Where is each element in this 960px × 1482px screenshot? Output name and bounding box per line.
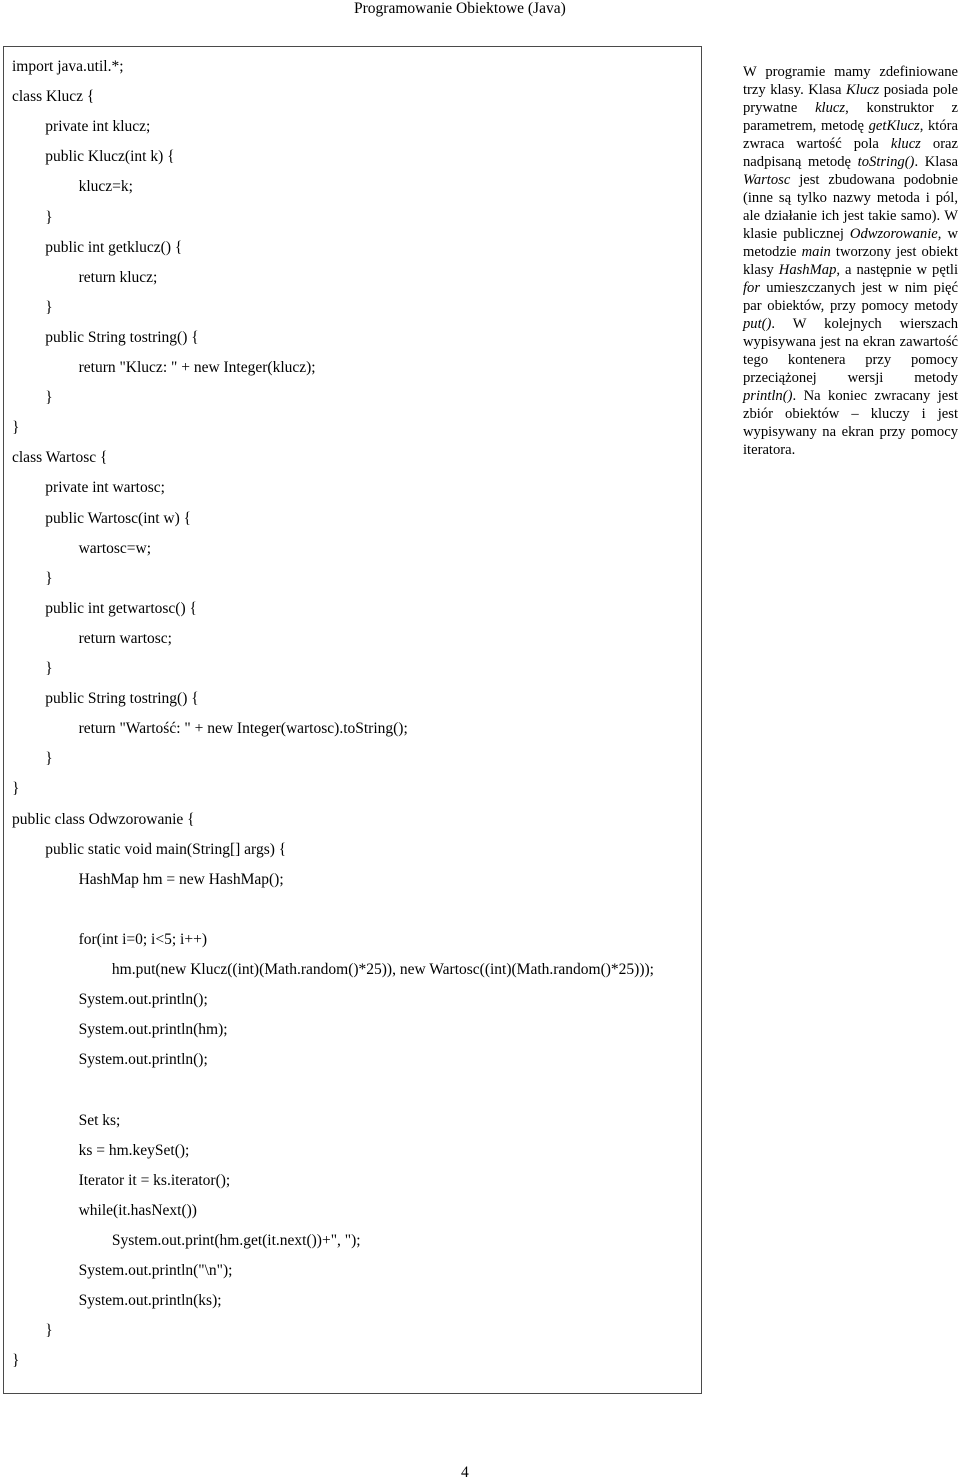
code-line: hm.put(new Klucz((int)(Math.random()*25)), new Wartosc((int)(Math.random()*25))); bbox=[111, 961, 654, 978]
code-line: System.out.println(); bbox=[78, 1051, 208, 1069]
note-text: , konstruktor z parametrem, metodę bbox=[743, 100, 958, 134]
note-text: posiada pole prywatne bbox=[743, 82, 958, 116]
note-text: tworzony jest obiekt klasy bbox=[743, 244, 958, 278]
note-text: W programie mamy zdefiniowane trzy klasy. Klasa bbox=[743, 64, 958, 98]
code-listing bbox=[3, 46, 702, 1394]
code-line: public class Odwzorowanie { bbox=[12, 810, 195, 828]
note-italic-term: main bbox=[801, 244, 831, 260]
code-line: } bbox=[45, 208, 53, 226]
note-italic-term: toString() bbox=[857, 154, 915, 170]
note-italic-term: klucz bbox=[815, 100, 846, 116]
note-text: . W kolejnych wierszach wypisywana jest na ekran zawartość tego kontenera przy pomocy przeciążonej wersji metody bbox=[743, 316, 958, 386]
code-line: System.out.println(ks); bbox=[78, 1292, 222, 1310]
code-line: Set ks; bbox=[78, 1111, 121, 1129]
note-italic-term: Klucz bbox=[845, 82, 880, 98]
note-italic-term: println() bbox=[743, 388, 793, 404]
note-italic-term: klucz bbox=[890, 136, 921, 152]
note-italic-term: getKlucz bbox=[868, 118, 920, 134]
note-text: oraz nadpisaną metodę bbox=[743, 136, 959, 170]
code-line: return wartosc; bbox=[78, 629, 172, 647]
code-line: } bbox=[12, 419, 20, 437]
code-line: ks = hm.keySet(); bbox=[78, 1141, 190, 1159]
code-line: } bbox=[45, 389, 53, 407]
code-line: HashMap hm = new HashMap(); bbox=[78, 870, 284, 888]
code-line: Iterator it = ks.iterator(); bbox=[78, 1171, 231, 1189]
code-line: System.out.println(hm); bbox=[78, 1021, 228, 1039]
note-text: . Na koniec zwracany jest zbiór obiektów – kluczy i jest wypisywany na ekran przy pomocy iteratora. bbox=[743, 388, 958, 458]
code-line: } bbox=[45, 750, 53, 768]
note-italic-term: put() bbox=[743, 316, 772, 332]
code-line: class Wartosc { bbox=[12, 449, 108, 467]
note-text: . Klasa bbox=[914, 154, 958, 170]
code-line: public String tostring() { bbox=[45, 328, 199, 346]
code-line: } bbox=[45, 660, 53, 677]
page-number: 4 bbox=[461, 1464, 469, 1481]
code-line: public Wartosc(int w) { bbox=[45, 509, 192, 527]
note-italic-term: for bbox=[743, 280, 761, 296]
code-line: System.out.println(); bbox=[78, 991, 208, 1009]
code-line: while(it.hasNext()) bbox=[78, 1201, 197, 1219]
code-line: import java.util.*; bbox=[12, 58, 124, 75]
note-text: umieszczanych jest w nim pięć par obiektów, przy pomocy metody bbox=[743, 280, 958, 314]
explanation-paragraph bbox=[743, 63, 958, 459]
code-line: klucz=k; bbox=[78, 178, 133, 196]
code-line: return "Klucz: " + new Integer(klucz); bbox=[78, 359, 316, 376]
code-line: public static void main(String[] args) { bbox=[45, 840, 287, 858]
code-line: System.out.println("\n"); bbox=[78, 1262, 233, 1279]
code-line: public int getwartosc() { bbox=[45, 599, 197, 617]
code-line: return "Wartość: " + new Integer(wartosc).toString(); bbox=[78, 720, 408, 738]
code-line: System.out.print(hm.get(it.next())+", "); bbox=[111, 1231, 361, 1249]
note-italic-term: Odwzorowanie bbox=[849, 226, 938, 242]
code-line: class Klucz { bbox=[12, 88, 95, 106]
code-line: } bbox=[45, 298, 53, 316]
code-line: private int wartosc; bbox=[45, 479, 165, 497]
note-italic-term: Wartosc bbox=[743, 172, 791, 188]
code-line: } bbox=[12, 1352, 20, 1370]
code-line: public String tostring() { bbox=[45, 690, 199, 708]
code-line: wartosc=w; bbox=[78, 539, 152, 557]
code-line: public int getklucz() { bbox=[45, 238, 183, 256]
note-text: jest zbudowana podobnie (inne są tylko nazwy metoda i pól, ale działanie ich jest takie samo). W klasie publicznej bbox=[743, 172, 958, 242]
note-text: , w metodzie bbox=[743, 226, 958, 260]
code-line: private int klucz; bbox=[45, 118, 151, 136]
running-header: Programowanie Obiektowe (Java) bbox=[354, 0, 566, 17]
note-text: , która zwraca wartość pola bbox=[743, 118, 958, 152]
code-line: for(int i=0; i<5; i++) bbox=[78, 930, 207, 948]
code-line: } bbox=[45, 569, 53, 587]
code-line: } bbox=[12, 780, 20, 798]
note-text: , a następnie w pętli bbox=[836, 262, 958, 278]
code-line: public Klucz(int k) { bbox=[45, 148, 175, 166]
code-line: return klucz; bbox=[78, 268, 158, 286]
note-italic-term: HashMap bbox=[778, 262, 837, 278]
code-line: } bbox=[45, 1322, 53, 1340]
